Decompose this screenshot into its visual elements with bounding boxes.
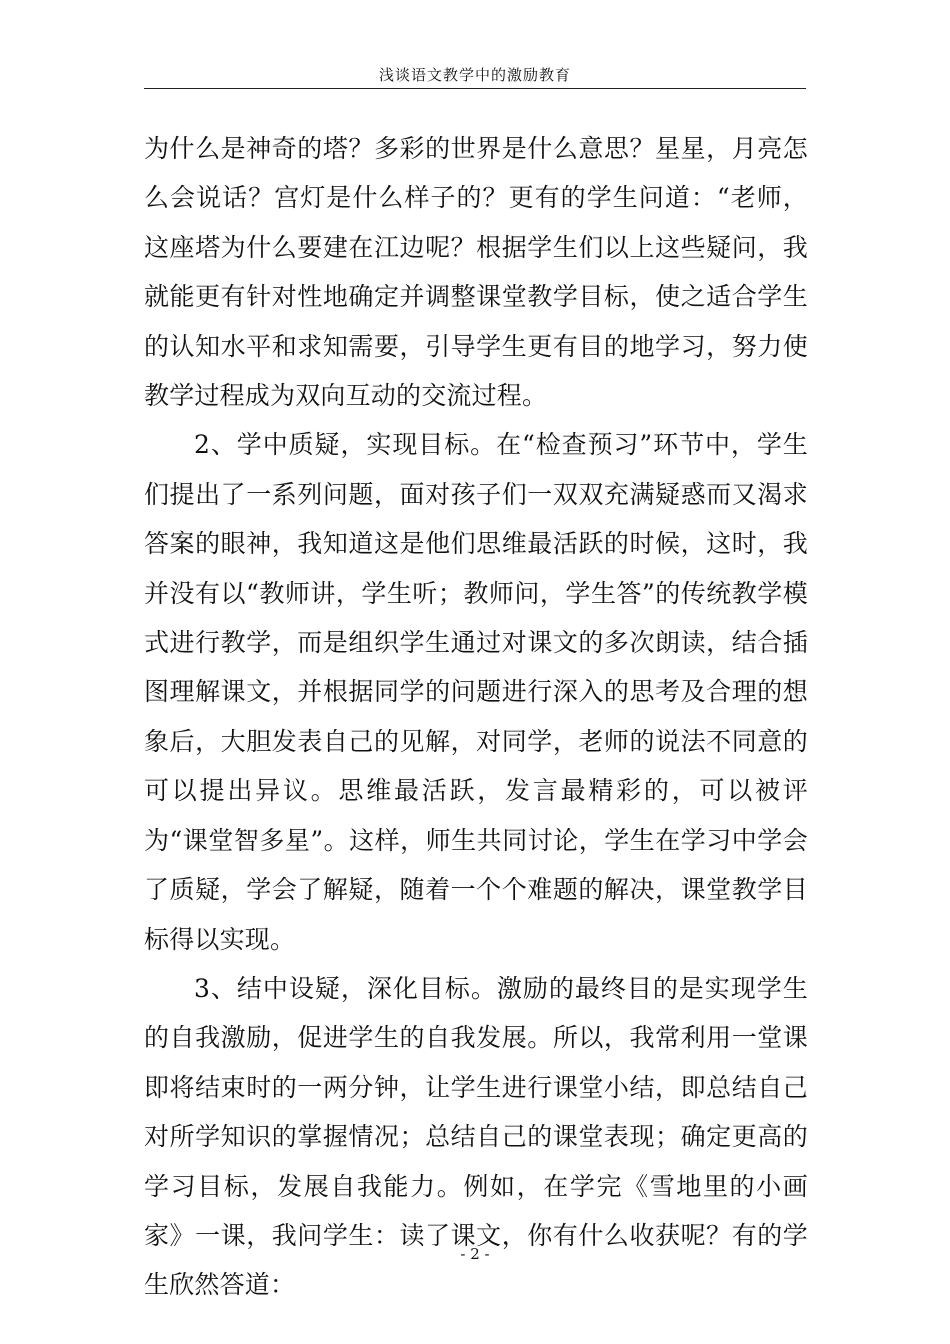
page-header (144, 62, 806, 89)
paragraph-point-2: 2、学中质疑，实现目标。在“检查预习”环节中，学生们提出了一系列问题，面对孩子们一双双充满疑惑而又渴求答案的眼神，我知道这是他们思维最活跃的时候，这时，我并没有以“教师讲，学生听；教师问，学生答”的传统教学模式进行教学，而是组织学生通过对课文的多次朗读，结合插图理解课文，并根据同学的问题进行深入的思考及合理的想象后，大胆发表自己的见解，对同学，老师的说法不同意的可以提出异议。思维最活跃，发言最精彩的，可以被评为“课堂智多星”。这样，师生共同讨论，学生在学习中学会了质疑，学会了解疑，随着一个个难题的解决，课堂教学目标得以实现。 (144, 430, 808, 954)
document-body (144, 124, 808, 1310)
header-title: 浅谈语文教学中的激励教育 (378, 66, 571, 84)
page-number: - 2 - (460, 1245, 490, 1263)
paragraph-point-3: 3、结中设疑，深化目标。激励的最终目的是实现学生的自我激励，促进学生的自我发展。所以，我常利用一堂课即将结束时的一两分钟，让学生进行课堂小结，即总结自己对所学知识的掌握情况；总结自己的课堂表现；确定更高的学习目标，发展自我能力。例如，在学完《雪地里的小画家》一课，我问学生：读了课文，你有什么收获呢？有的学生欣然答道： (144, 973, 808, 1300)
paragraph-continuation: 为什么是神奇的塔？多彩的世界是什么意思？星星，月亮怎么会说话？宫灯是什么样子的？更有的学生问道：“老师，这座塔为什么要建在江边呢？根据学生们以上这些疑问，我就能更有针对性地确定并调整课堂教学目标，使之适合学生的认知水平和求知需要，引导学生更有目的地学习，努力使教学过程成为双向互动的交流过程。 (144, 134, 808, 411)
